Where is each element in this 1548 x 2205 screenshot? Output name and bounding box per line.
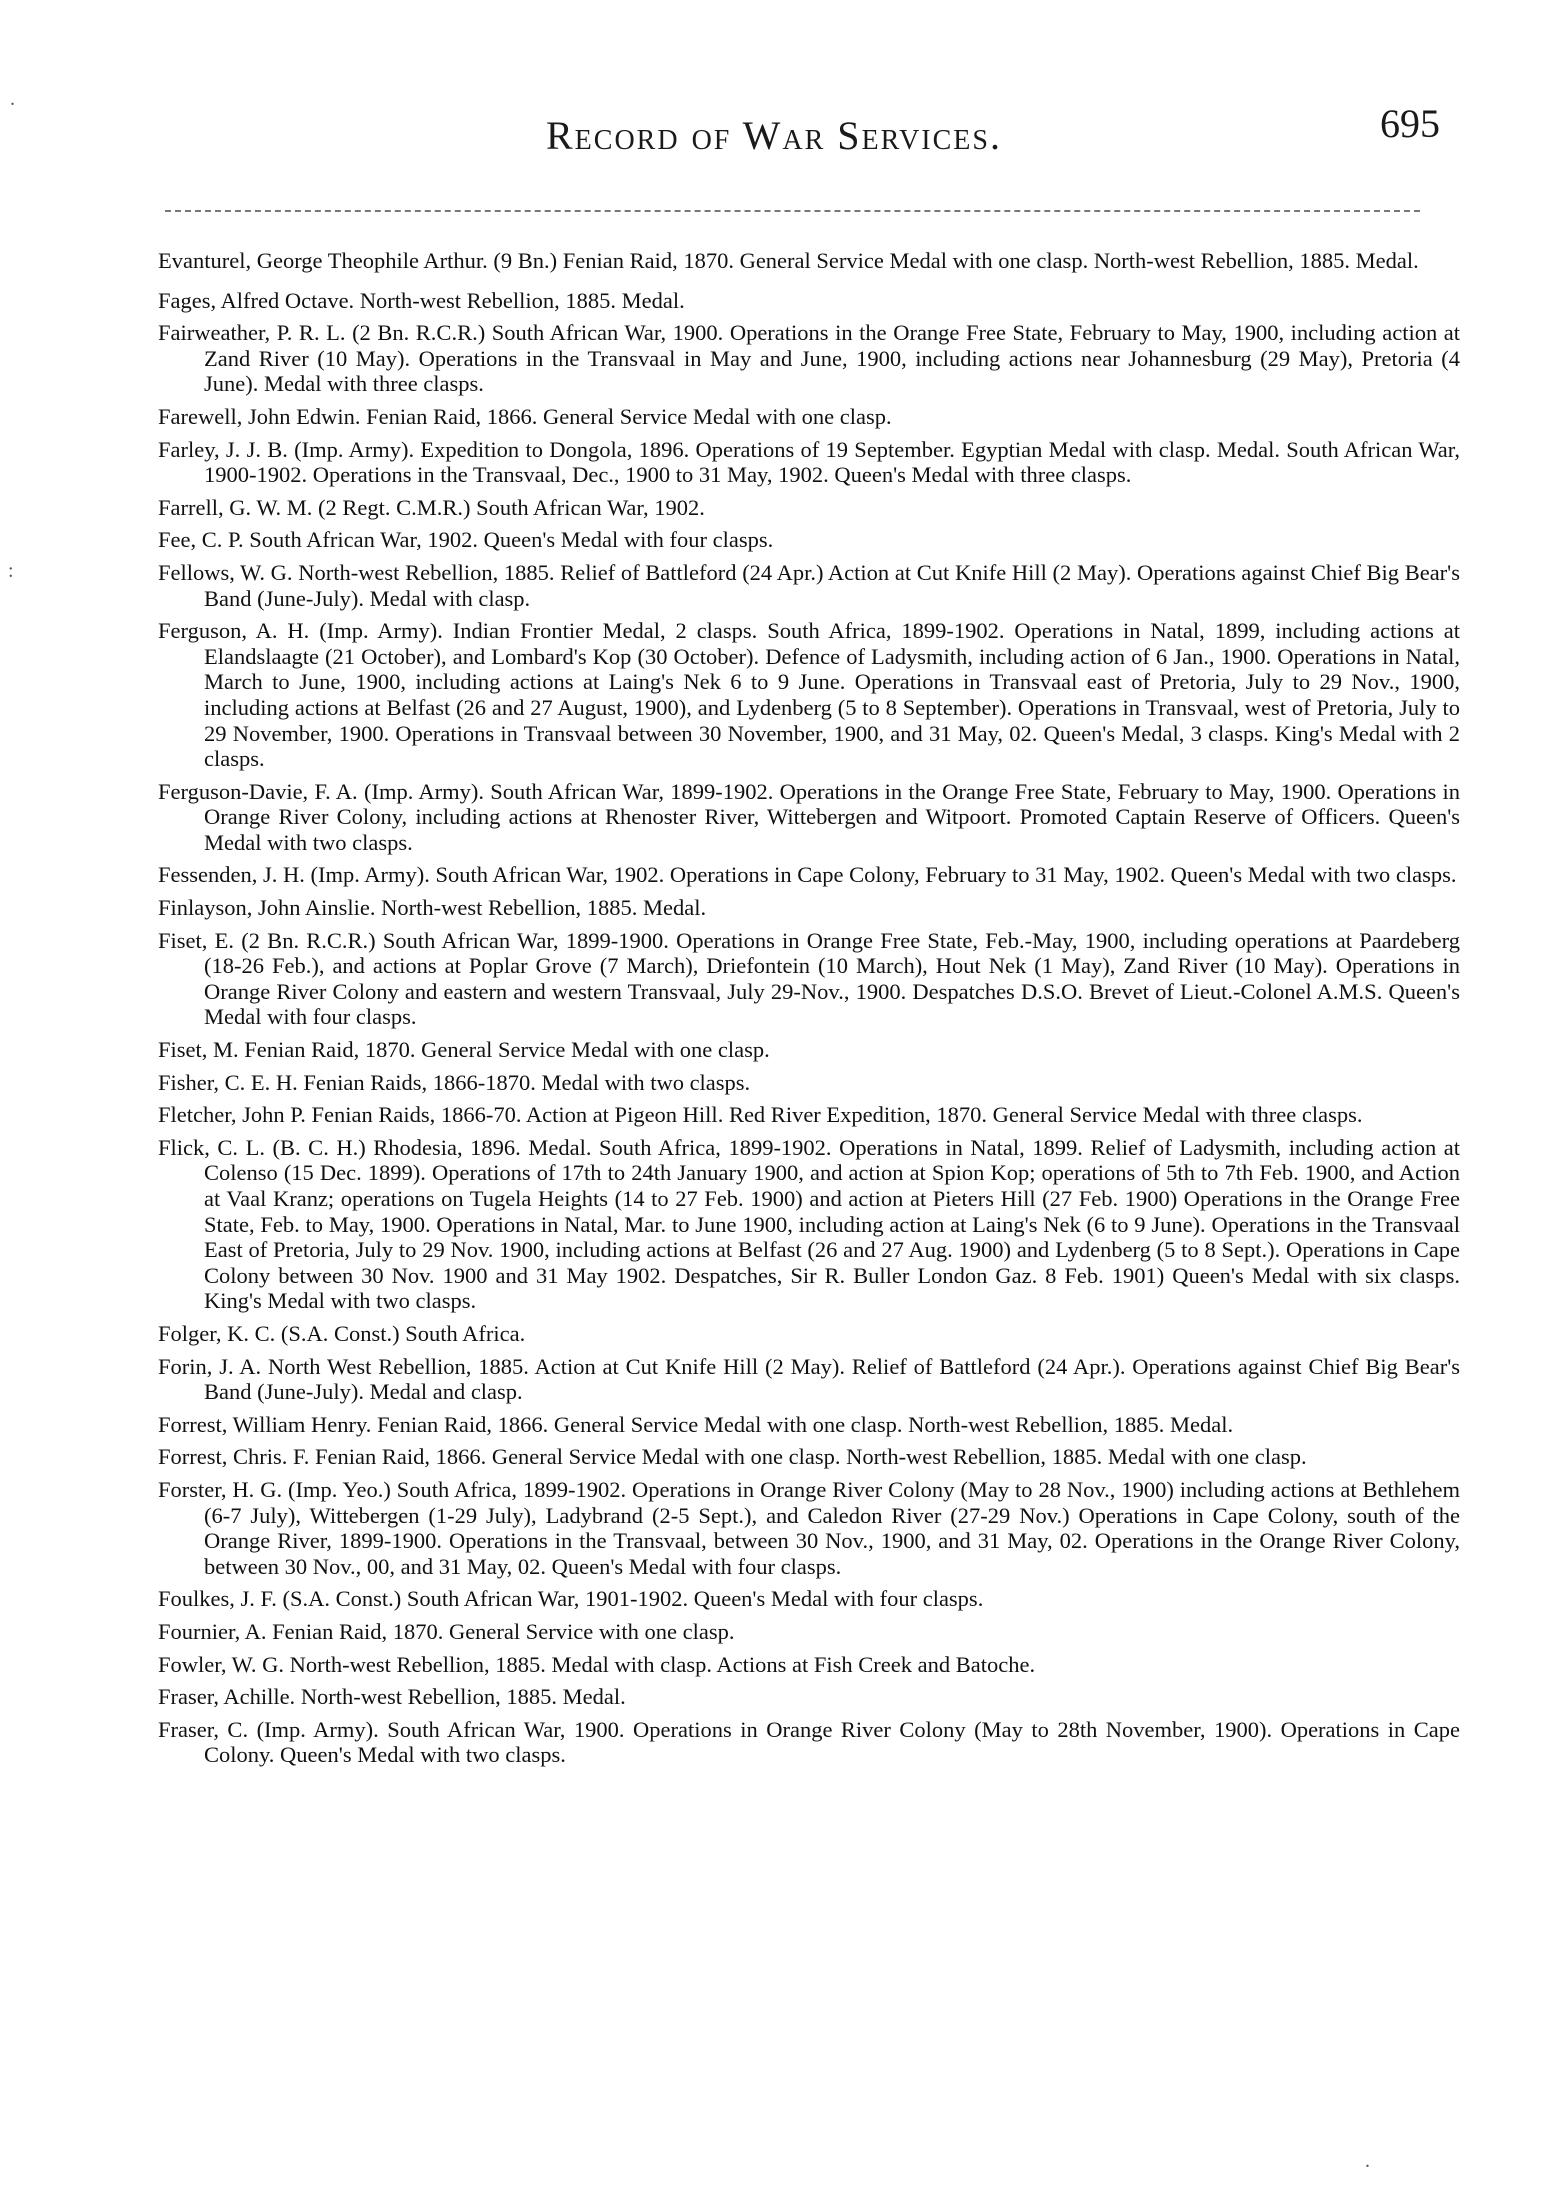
entry-name: Fellows, W. G. bbox=[158, 559, 293, 585]
entry bbox=[158, 1354, 1460, 1405]
entry bbox=[158, 1102, 1460, 1128]
entry-text: Fenian Raid, 1866. General Service Medal with one clasp. North-west Rebellion, 1885. Medal. bbox=[377, 1411, 1234, 1437]
entry-text: North-west Rebellion, 1885. Medal with clasp. Actions at Fish Creek and Batoche. bbox=[289, 1651, 1036, 1677]
entry-name: Forrest, William Henry. bbox=[158, 1411, 372, 1437]
entry bbox=[158, 288, 1460, 314]
entry bbox=[158, 1619, 1460, 1645]
page-title: Record of War Services. bbox=[546, 113, 1002, 158]
entry bbox=[158, 1037, 1460, 1063]
entry-name: Fletcher, John P. bbox=[158, 1102, 306, 1128]
entry bbox=[158, 1684, 1460, 1710]
entry-name: Ferguson, A. H. bbox=[158, 618, 310, 644]
entry-name: Finlayson, John Ainslie. bbox=[158, 895, 376, 921]
entry-name: Fiset, M. bbox=[158, 1037, 239, 1063]
entry bbox=[158, 320, 1460, 397]
entry-name: Farrell, G. W. M. bbox=[158, 494, 313, 520]
entry-name: Fages, Alfred Octave. bbox=[158, 287, 355, 313]
entry-text: (Imp. Army). South African War, 1900. Operations in Orange River Colony (May to 28th November, 1900). Operations in Cape Colony. Queen's Medal with two clasps. bbox=[204, 1716, 1460, 1768]
page-number: 695 bbox=[1380, 101, 1440, 146]
entry-name: Fournier, A. bbox=[158, 1618, 267, 1644]
entry bbox=[158, 248, 1460, 274]
entry bbox=[158, 1321, 1460, 1347]
entry-text: (2 Regt. C.M.R.) South African War, 1902. bbox=[318, 494, 705, 520]
entry-text: (Imp. Army). Indian Frontier Medal, 2 clasps. South Africa, 1899-1902. Operations in Natal, 1899, including actions at Elandslaagte (21 October), and Lombard's Kop (30 October). Defence of Ladysmith, including action of 6 Jan., 1900. Operations in Natal, March to June, 1900, including actions at Laing's Nek 6 to 9 June. Operations in Transvaal east of Pretoria, July to 29 Nov., 1900, including actions at Belfast (26 and 27 August, 1900), and Lydenberg (5 to 8 September). Operations in Transvaal, west of Pretoria, July to 29 November, 1900. Operations in Transvaal between 30 November, 1900, and 31 May, 02. Queen's Medal, 3 clasps. King's Medal with 2 clasps. bbox=[204, 618, 1460, 772]
entry-text: (B. C. H.) Rhodesia, 1896. Medal. South Africa, 1899-1902. Operations in Natal, 1899. Relief of Ladysmith, including action at Colenso (15 Dec. 1899). Operations of 17th to 24th January 1900, and action at Spion Kop; operations of 5th to 7th Feb. 1900, and Action at Vaal Kranz; operations on Tugela Heights (14 to 27 Feb. 1900) and action at Pieters Hill (27 Feb. 1900) Operations in the Orange Free State, Feb. to May, 1900. Operations in Natal, Mar. to June 1900, including action at Laing's Nek (6 to 9 June). Operations in the Transvaal East of Pretoria, July to 29 Nov. 1900, including actions at Belfast (26 and 27 Aug. 1900) and Lydenberg (5 to 8 Sept.). Operations in Cape Colony between 30 Nov. 1900 and 31 May 1902. Despatches, Sir R. Buller London Gaz. 8 Feb. 1901) Queen's Medal with six clasps. King's Medal with two clasps. bbox=[204, 1134, 1460, 1314]
entry-name: Fraser, Achille. bbox=[158, 1684, 296, 1710]
entry-name: Forin, J. A. bbox=[158, 1353, 262, 1379]
entry-list bbox=[158, 248, 1460, 1775]
entry-text: South African War, 1902. Queen's Medal with four clasps. bbox=[249, 527, 774, 553]
entry bbox=[158, 1135, 1460, 1314]
header-rule bbox=[165, 210, 1420, 212]
entry-name: Folger, K. C. bbox=[158, 1320, 276, 1346]
entry-name: Farley, J. J. B. bbox=[158, 436, 288, 462]
entry-name: Fowler, W. G. bbox=[158, 1651, 284, 1677]
entry-text: Fenian Raids, 1866-1870. Medal with two clasps. bbox=[303, 1069, 751, 1095]
entry-text: Fenian Raid, 1866. General Service Medal with one clasp. North-west Rebellion, 1885. Medal with one clasp. bbox=[314, 1444, 1307, 1470]
entry bbox=[158, 1444, 1460, 1470]
entry-name: Farewell, John Edwin. bbox=[158, 403, 361, 429]
entry-name: Forster, H. G. bbox=[158, 1476, 283, 1502]
entry-text: (9 Bn.) Fenian Raid, 1870. General Service Medal with one clasp. North-west Rebellion, 1885. Medal. bbox=[493, 248, 1419, 273]
entry bbox=[158, 437, 1460, 488]
entry bbox=[158, 527, 1460, 553]
entry-text: (Imp. Army). Expedition to Dongola, 1896. Operations of 19 September. Egyptian Medal with clasp. Medal. South African War, 1900-1902. Operations in the Transvaal, Dec., 1900 to 31 May, 1902. Queen's Medal with three clasps. bbox=[204, 436, 1460, 488]
scan-speck: . bbox=[10, 88, 15, 110]
entry-text: North-west Rebellion, 1885. Medal. bbox=[300, 1684, 626, 1710]
entry bbox=[158, 1412, 1460, 1438]
entry bbox=[158, 404, 1460, 430]
entry-name: Flick, C. L. bbox=[158, 1134, 265, 1160]
entry bbox=[158, 928, 1460, 1030]
entry bbox=[158, 560, 1460, 611]
entry-text: Fenian Raid, 1870. General Service with one clasp. bbox=[272, 1618, 735, 1644]
entry-name: Forrest, Chris. F. bbox=[158, 1444, 310, 1470]
entry-name: Fessenden, J. H. bbox=[158, 862, 305, 888]
entry-text: North-west Rebellion, 1885. Relief of Battleford (24 Apr.) Action at Cut Knife Hill (2 May). Operations against Chief Big Bear's Band (June-July). Medal with clasp. bbox=[204, 559, 1460, 611]
entry bbox=[158, 1717, 1460, 1768]
entry bbox=[158, 862, 1460, 888]
entry-name: Fairweather, P. R. L. bbox=[158, 320, 346, 346]
entry-text: North-west Rebellion, 1885. Medal. bbox=[381, 895, 707, 921]
entry-text: Fenian Raid, 1866. General Service Medal with one clasp. bbox=[366, 403, 892, 429]
entry-text: (2 Bn. R.C.R.) South African War, 1900. Operations in the Orange Free State, February to May, 1900, including action at Zand River (10 May). Operations in the Transvaal in May and June, 1900, including actions near Johannesburg (29 May), Pretoria (4 June). Medal with three clasps. bbox=[204, 320, 1460, 397]
entry-text: (Imp. Yeo.) South Africa, 1899-1902. Operations in Orange River Colony (May to 28 Nov., 1900) including actions at Bethlehem (6-7 July), Wittebergen (1-29 July), Ladybrand (2-5 Sept.), and Caledon River (27-29 Nov.) Operations in Cape Colony, south of the Orange River, 1899-1900. Operations in the Transvaal, between 30 Nov., 1900, and 31 May, 02. Operations in the Orange River Colony, between 30 Nov., 00, and 31 May, 02. Queen's Medal with four clasps. bbox=[204, 1476, 1461, 1579]
entry bbox=[158, 1070, 1460, 1096]
entry-name: Fiset, E. bbox=[158, 927, 234, 953]
entry bbox=[158, 1477, 1460, 1579]
entry bbox=[158, 1652, 1460, 1678]
entry bbox=[158, 895, 1460, 921]
entry-text: (Imp. Army). South African War, 1902. Operations in Cape Colony, February to 31 May, 1902. Queen's Medal with two clasps. bbox=[310, 862, 1457, 888]
entry-text: North West Rebellion, 1885. Action at Cut Knife Hill (2 May). Relief of Battleford (24 Apr.). Operations against Chief Big Bear's Band (June-July). Medal and clasp. bbox=[204, 1353, 1460, 1405]
entry-text: (S.A. Const.) South Africa. bbox=[280, 1320, 526, 1346]
entry bbox=[158, 1586, 1460, 1612]
entry-name: Ferguson-Davie, F. A. bbox=[158, 778, 358, 804]
entry-text: Fenian Raids, 1866-70. Action at Pigeon Hill. Red River Expedition, 1870. General Service Medal with three clasps. bbox=[311, 1102, 1363, 1128]
entry-name: Fee, C. P. bbox=[158, 527, 244, 553]
entry bbox=[158, 495, 1460, 521]
entry-text: Fenian Raid, 1870. General Service Medal with one clasp. bbox=[244, 1037, 770, 1063]
entry-name: Fraser, C. bbox=[158, 1716, 249, 1742]
entry-text: (2 Bn. R.C.R.) South African War, 1899-1900. Operations in Orange Free State, Feb.-May, 1900, including operations at Paardeberg (18-26 Feb.), and actions at Poplar Grove (7 March), Driefontein (10 March), Hout Nek (1 May), Zand River (10 May). Operations in Orange River Colony and eastern and western Transvaal, July 29-Nov., 1900. Despatches D.S.O. Brevet of Lieut.-Colonel A.M.S. Queen's Medal with four clasps. bbox=[204, 927, 1460, 1030]
scan-speck: . bbox=[1365, 2150, 1370, 2172]
entry-text: North-west Rebellion, 1885. Medal. bbox=[359, 287, 685, 313]
entry-name: Evanturel, George Theophile Arthur. bbox=[158, 248, 488, 273]
entry-text: (S.A. Const.) South African War, 1901-1902. Queen's Medal with four clasps. bbox=[282, 1586, 984, 1612]
entry bbox=[158, 618, 1460, 772]
entry-name: Fisher, C. E. H. bbox=[158, 1069, 298, 1095]
entry-text: (Imp. Army). South African War, 1899-1902. Operations in the Orange Free State, February to May, 1900. Operations in Orange River Colony, including actions at Rhenoster River, Wittebergen and Witpoort. Promoted Captain Reserve of Officers. Queen's Medal with two clasps. bbox=[204, 778, 1461, 855]
scan-speck: : bbox=[8, 560, 14, 582]
entry-name: Foulkes, J. F. bbox=[158, 1586, 277, 1612]
entry bbox=[158, 779, 1460, 856]
